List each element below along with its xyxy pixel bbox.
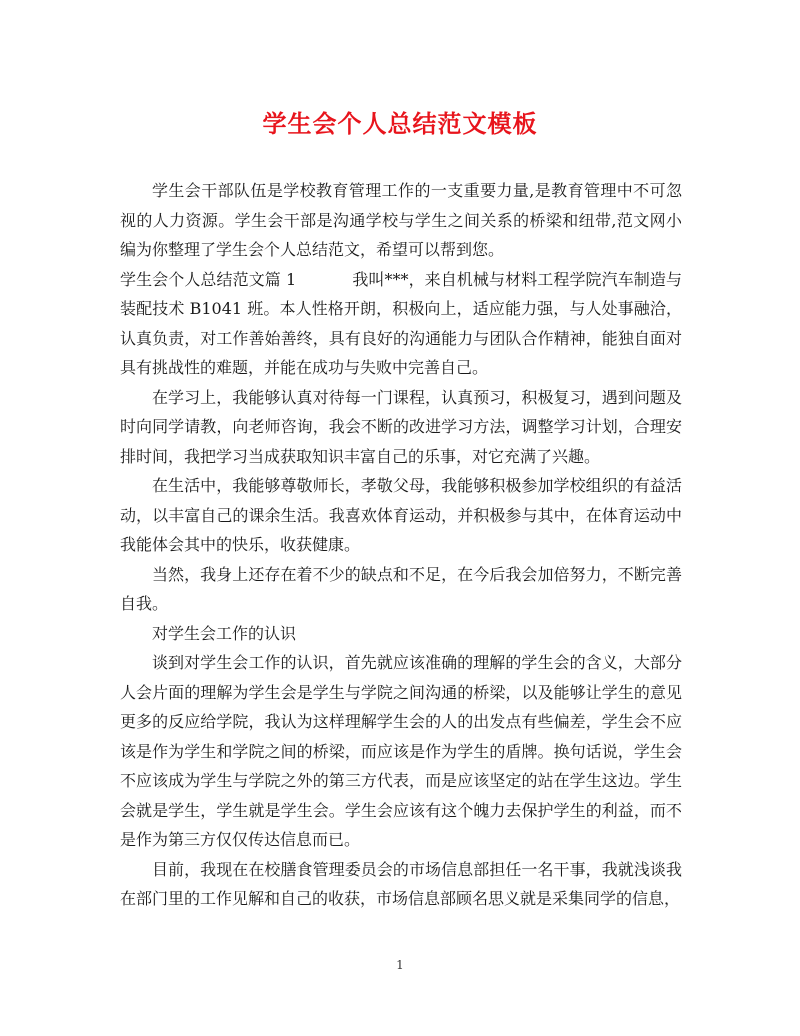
section-first-paragraph [120,265,682,383]
document-body [120,176,682,914]
subheading: 对学生会工作的认识 [152,623,297,643]
page-number: 1 [396,958,404,972]
paragraph-current-work: 目前，我现在在校膳食管理委员会的市场信息部担任一名干事，我就浅谈我在部门里的工作见解和自己的收获，市场信息部顾名思义就是采集同学的信息， [120,859,682,908]
document-title: 学生会个人总结范文模板 [262,109,538,138]
paragraph-shortcomings: 当然，我身上还存在着不少的缺点和不足，在今后我会加倍努力，不断完善自我。 [120,564,682,613]
intro-paragraph: 学生会干部队伍是学校教育管理工作的一支重要力量,是教育管理中不可忽视的人力资源。学生会干部是沟通学校与学生之间关系的桥梁和纽带,范文网小编为你整理了学生会个人总结范文，希望可以帮到您。 [120,181,682,259]
section-label: 学生会个人总结范文篇 1 [120,269,297,289]
section-first-paragraph-text: 我叫***，来自机械与材料工程学院汽车制造与装配技术 B1041 班。本人性格开朗，积极向上，适应能力强，与人处事融洽，认真负责，对工作善始善终，具有良好的沟通能力与团队合作精神，能独自面对具有挑战性的难题，并能在成功与失败中完善自己。 [120,269,682,377]
paragraph-understanding: 谈到对学生会工作的认识，首先就应该准确的理解的学生会的含义，大部分人会片面的理解为学生会是学生与学院之间沟通的桥梁，以及能够让学生的意见更多的反应给学院，我认为这样理解学生会的人的出发点有些偏差，学生会不应该是作为学生和学院之间的桥梁，而应该是作为学生的盾牌。换句话说，学生会不应该成为学生与学院之外的第三方代表，而是应该坚定的站在学生这边。学生会就是学生，学生就是学生会。学生会应该有这个魄力去保护学生的利益，而不是作为第三方仅仅传达信息而已。 [120,653,682,849]
paragraph-life: 在生活中，我能够尊敬师长，孝敬父母，我能够积极参加学校组织的有益活动，以丰富自己的课余生活。我喜欢体育运动，并积极参与其中，在体育运动中我能体会其中的快乐，收获健康。 [120,476,682,554]
paragraph-study: 在学习上，我能够认真对待每一门课程，认真预习，积极复习，遇到问题及时向同学请教，向老师咨询，我会不断的改进学习方法，调整学习计划，合理安排时间，我把学习当成获取知识丰富自己的乐事，对它充满了兴趣。 [120,387,682,466]
